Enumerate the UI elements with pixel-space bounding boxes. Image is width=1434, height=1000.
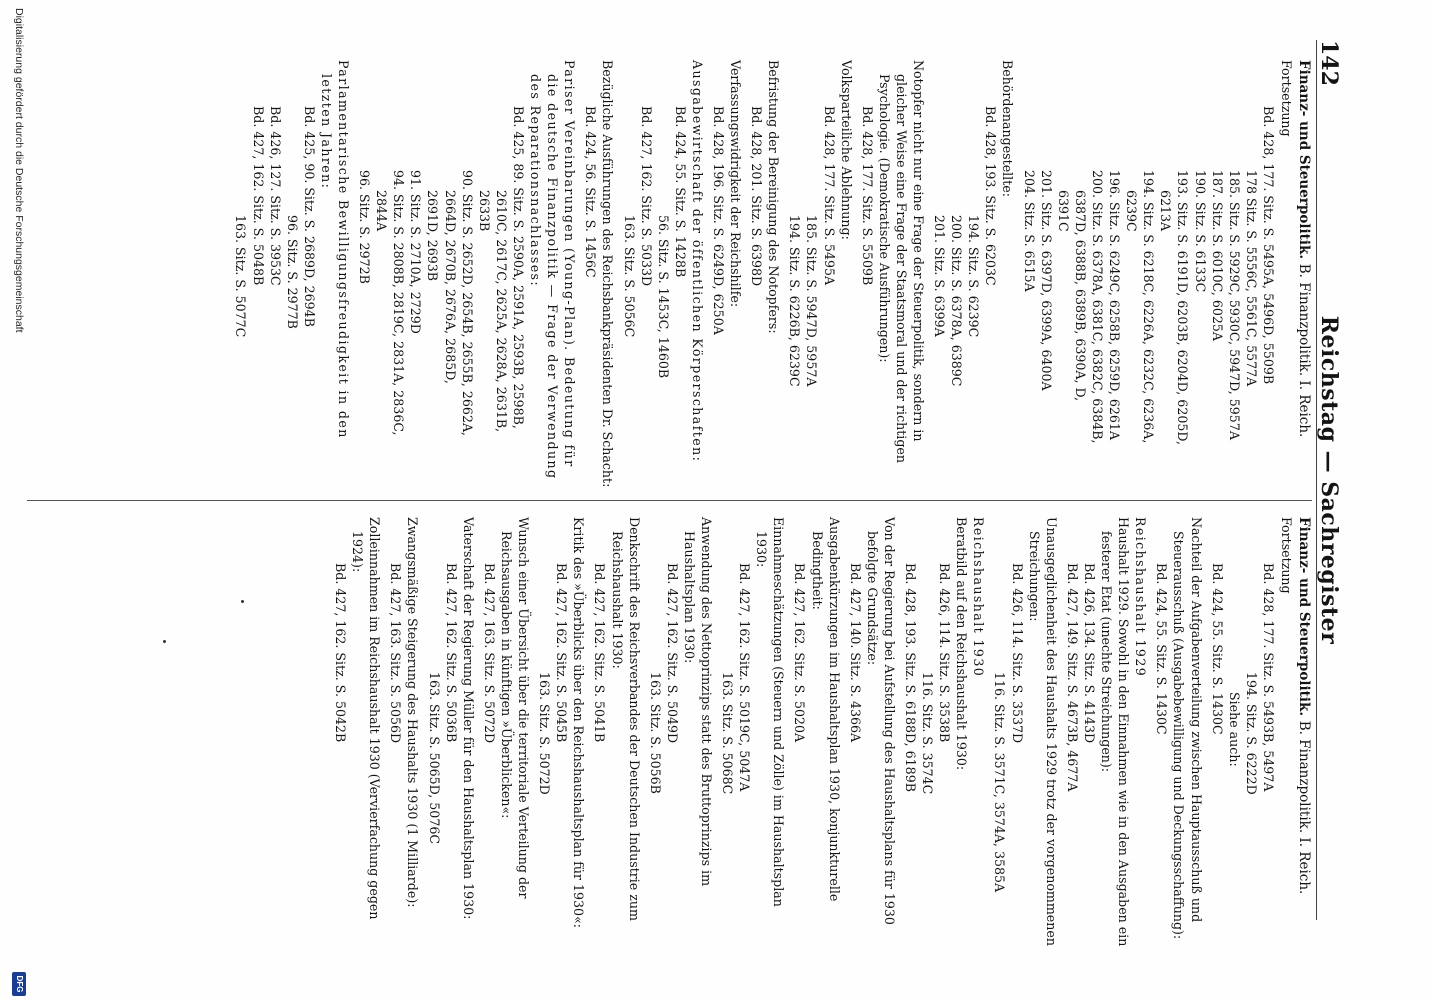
index-entry: Haushalt 1929. Sowohl in den Einnahmen wie in den Ausgaben ein festerer Etat (unechte Streichungen): <box>1099 517 1132 947</box>
page-reference: 6239C <box>1124 190 1140 232</box>
left-title-suffix: B. Finanzpolitik. I. Reich. <box>1296 263 1312 438</box>
page-reference: Bd. 427, 162. Sitz. S. 5019C, 5047A <box>737 563 753 792</box>
index-entry: Wunsch einer Übersicht über die territoriale Verteilung der Reichsausgaben in künftigen »Überblicken«: <box>498 517 532 899</box>
index-entry: Behördenangestellte: <box>1000 60 1016 197</box>
page-reference: Bd. 424, 55. Sitz. S. 1430C <box>1154 563 1170 735</box>
page-reference: Bd. 427, 162. Sitz. S. 5020A <box>792 563 808 743</box>
index-entry: Einnahmeschätzungen (Steuern und Zölle) im Haushaltsplan 1930: <box>754 517 787 907</box>
index-entry: Reichshaushalt 1929 <box>1133 517 1149 678</box>
index-entry: Nachteil der Aufgabenverteilung zwischen Hauptausschuß und Steuerausschuß (Ausgabebewilligung und Deckungsschaffung): <box>1171 517 1204 940</box>
footer-credit: Digitalisierung gefördert durch die Deutsche Forschungsgemeinschaft <box>13 8 25 333</box>
entry-gap <box>1205 517 1209 947</box>
page-reference: Bd. 428, 177. Sitz. S. 5493B, 5497A <box>1260 563 1276 792</box>
index-entry: Notopfer nicht nur eine Frage der Steuerpolitik, sondern in gleicher Weise eine Frage der Staatsmoral und der richtigen Psychologie. (Demokratische Ausführungen): <box>876 60 927 463</box>
index-entry: Reichshaushalt 1930 <box>971 517 987 678</box>
index-entry: Zwangsmäßige Steigerung des Haushalts 1930 (1 Milliarde): <box>405 517 421 908</box>
page-reference: Bd. 424, 56. Sitz. S. 1456C <box>583 106 599 278</box>
page-reference: Bd. 428, 177. Sitz. S. 5495A, 5496D, 5509B <box>1260 106 1276 385</box>
left-continuation: Fortsetzung <box>1279 60 1294 137</box>
right-continuation: Fortsetzung <box>1279 517 1294 594</box>
dfg-logo: DFG <box>12 972 26 996</box>
page-reference: 2664D, 2670B, 2676A, 2685D, <box>442 190 458 384</box>
page-reference: Bd. 427, 162. Sitz. S. 5042B <box>333 563 349 743</box>
header-rule <box>1316 40 1317 920</box>
index-entry: Beratbild auf den Reichshaushalt 1930: <box>954 517 970 771</box>
page-reference: 90. Sitz. S. 2652D, 2654B, 2655B, 2662A, <box>459 170 475 437</box>
page-reference: 6213A <box>1158 190 1174 232</box>
page-reference: Bd. 428, 196. Sitz. S. 6249D, 6250A <box>711 106 726 335</box>
page-reference: Bd. 428, 193. Sitz. S. 6188D, 6189B <box>903 563 919 792</box>
page-reference: Bd. 428, 177. Sitz. S. 5509B <box>859 106 875 286</box>
page-reference: Bd. 427, 162. Sitz. S. 5036B <box>443 563 459 743</box>
scan-speck <box>241 600 244 603</box>
page-number: 142 <box>1316 40 1342 86</box>
page-title: Reichstag — Sachregister <box>1316 315 1342 645</box>
right-column <box>332 517 1312 947</box>
page-reference: Bd. 427, 162. Sitz. S. 5033D <box>638 106 654 287</box>
scan-speck <box>163 640 166 643</box>
index-entry: Von der Regierung bei Aufstellung des Haushaltsplans für 1930 befolgte Grundsätze: <box>864 517 897 925</box>
page-reference: Bd. 427, 162. Sitz. S. 5045B <box>554 563 570 743</box>
left-column <box>232 60 1312 490</box>
index-entry: Denkschrift des Reichsverbandes der Deutschen Industrie zum Reichshaushalt 1930: <box>609 517 642 921</box>
page-reference: Bd. 424, 55. Sitz. S. 1428B <box>672 106 688 278</box>
index-entry: Bezügliche Ausführungen des Reichsbankpräsidenten Dr. Schacht: <box>600 60 616 488</box>
page-reference: 190. Sitz. S. 6133C <box>1192 170 1208 293</box>
page-reference: Siehe auch: <box>1226 692 1242 767</box>
page-reference: Bd. 427, 162. Sitz. S. 5041B <box>592 563 608 743</box>
digitization-footer <box>6 0 28 1000</box>
index-entry: Vaterschaft der Regierung Müller für den Haushaltsplan 1930: <box>460 517 476 920</box>
left-lines <box>232 60 1277 490</box>
page-reference: 194. Sitz. S. 6226B, 6239C <box>787 215 803 387</box>
page-reference: 185. Sitz. S. 5929C, 5930C, 5947D, 5957A <box>1226 170 1242 440</box>
column-divider <box>27 500 1312 501</box>
index-entry: Ausgabenkürzungen im Haushaltsplan 1930, konjunkturelle Bedingtheit: <box>809 517 842 902</box>
page-reference: 200. Sitz. S. 6378A, 6381C, 6382C, 6384B, <box>1089 170 1105 444</box>
index-entry: Parlamentarische Bewilligungsfreudigkeit in den letzten Jahren: <box>318 60 352 439</box>
page-reference: Bd. 424, 55. Sitz. S. 1430C <box>1209 563 1225 735</box>
right-title-main: Finanz- und Steuerpolitik. <box>1296 517 1312 717</box>
page-reference: Bd. 426, 127. Sitz. S. 3953C <box>267 106 283 286</box>
index-entry: Volksparteiliche Ablehnung: <box>838 60 854 240</box>
page-reference: 56. Sitz. S. 1453C, 1460B <box>655 215 671 379</box>
page-reference: 163. Sitz. S. 5065D, 5076C <box>426 672 442 844</box>
right-column-title <box>1295 517 1312 947</box>
page-reference: 94. Sitz. S. 2808B, 2819C, 2831A, 2836C, <box>391 170 407 436</box>
page-reference: Bd. 427, 163. Sitz. S. 5056D <box>388 563 404 744</box>
index-entry: Zolleinnahmen im Reichshaushalt 1930 (Vervierfachung gegen 1924): <box>350 517 383 920</box>
page-reference: 6391C <box>1055 190 1071 232</box>
page-reference: Bd. 427, 162. Sitz. S. 5048B <box>250 106 266 286</box>
page-reference: 201. Sitz. S. 6397D, 6399A, 6400A <box>1038 170 1054 391</box>
page-reference: Bd. 426, 114. Sitz. S. 3538B <box>937 563 953 743</box>
page-reference: 196. Sitz. S. 6249C, 6258B, 6259D, 6261A <box>1107 170 1123 440</box>
page-reference: Bd. 427, 162. Sitz. S. 5049D <box>664 563 680 744</box>
right-lines <box>332 517 1277 947</box>
page-reference: 91. Sitz. S. 2710A, 2729D <box>408 170 424 334</box>
page-reference: 194. Sitz. S. 6218C, 6226A, 6232C, 6236A, <box>1141 170 1157 444</box>
left-column-title <box>1295 60 1312 490</box>
index-entry: Unausgeglichenheit des Haushalts 1929 trotz der vorgenommenen Streichungen: <box>1026 517 1059 946</box>
page-reference: 201. Sitz. S. 6399A <box>932 215 948 337</box>
page-reference: 200. Sitz. S. 6378A, 6389C <box>949 215 965 387</box>
page-reference: 96. Sitz. S. 2977B <box>284 215 300 329</box>
page-reference: Bd. 428, 177. Sitz. S. 5495A <box>821 106 837 286</box>
page-reference: Bd. 427, 140. Sitz. S. 4366A <box>847 563 863 743</box>
right-title-suffix: B. Finanzpolitik. I. Reich. <box>1296 720 1312 895</box>
page-reference: Bd. 428, 201. Sitz. S. 6398D <box>749 106 765 287</box>
page-reference: 163. Sitz. S. 5056B <box>647 672 663 794</box>
page-reference: 2610C, 2617C, 2625A, 2628A, 2631B, <box>493 190 509 433</box>
page-reference: 6387D, 6388B, 6389B, 6390A, D, <box>1072 190 1088 402</box>
page-reference: Bd. 427, 149. Sitz. S. 4673B, 4677A <box>1064 563 1080 792</box>
page-reference: 193. Sitz. S. 6191D, 6203B, 6204D, 6205D, <box>1175 170 1191 446</box>
page-reference: 2633B <box>476 190 492 232</box>
page-reference: 96. Sitz. S. 2972B <box>357 170 373 284</box>
page-reference: Bd. 426, 114. Sitz. S. 3537D <box>1009 563 1025 744</box>
index-entry: Pariser Vereinbarungen (Young-Plan). Bedeutung für die deutsche Finanzpolitik — Frage der Verwendung des Reparationsnachlasses: <box>528 60 578 480</box>
page-reference: 163. Sitz. S. 5056C <box>621 215 637 338</box>
page-reference: 163. Sitz. S. 5077C <box>233 215 249 338</box>
page-reference: 187. Sitz. S. 6010C, 6025A <box>1209 170 1225 341</box>
index-entry: Befristung der Bereinigung des Notopfers: <box>766 60 782 334</box>
page-reference: Bd. 426, 134. Sitz. S. 4143D <box>1081 563 1097 744</box>
page-reference: 194. Sitz. S. 6222D <box>1243 672 1259 795</box>
page-reference: 116. Sitz. S. 3571C, 3574A, 3585A <box>992 672 1008 893</box>
page-reference: 2844A <box>374 190 390 232</box>
page-reference: 163. Sitz. S. 5068C <box>720 672 736 795</box>
page-reference: 204. Sitz. S. 6515A <box>1021 170 1037 292</box>
page-reference: 2691D, 2693B <box>425 190 441 282</box>
index-entry: Verfassungswidrigkeit der Reichshilfe: <box>728 60 744 308</box>
index-entry: Ausgabewirtschaft der öffentlichen Körperschaften: <box>689 60 705 463</box>
index-entry: Anwendung des Nettoprinzips statt des Bruttoprinzips im Haushaltsplan 1930: <box>681 517 714 887</box>
page-reference: 163. Sitz. S. 5072D <box>537 672 553 795</box>
page-reference: 178 Sitz. S. 5556C, 5561C, 5577A <box>1243 170 1259 387</box>
page-reference: Bd. 425, 89. Sitz. S. 2590A, 2591A, 2593B, 2598B, <box>510 106 526 429</box>
page-reference: Bd. 428, 193. Sitz. S. 6203C <box>983 106 999 286</box>
index-entry: Kritik des »Überblicks über den Reichshaushaltsplan für 1930«: <box>571 517 587 929</box>
page-reference: Bd. 427, 163. Sitz. S. 5072D <box>481 563 497 744</box>
page-reference: 116. Sitz. S. 3574C <box>920 672 936 795</box>
page-reference: 194. Sitz. S. 6239C <box>966 215 982 338</box>
left-title-main: Finanz- und Steuerpolitik. <box>1296 60 1312 260</box>
page-reference: 185. Sitz. S. 5947D, 5957A <box>804 215 820 387</box>
page-reference: Bd. 425, 90. Sitz. S. 2689D, 2694B <box>301 106 317 327</box>
